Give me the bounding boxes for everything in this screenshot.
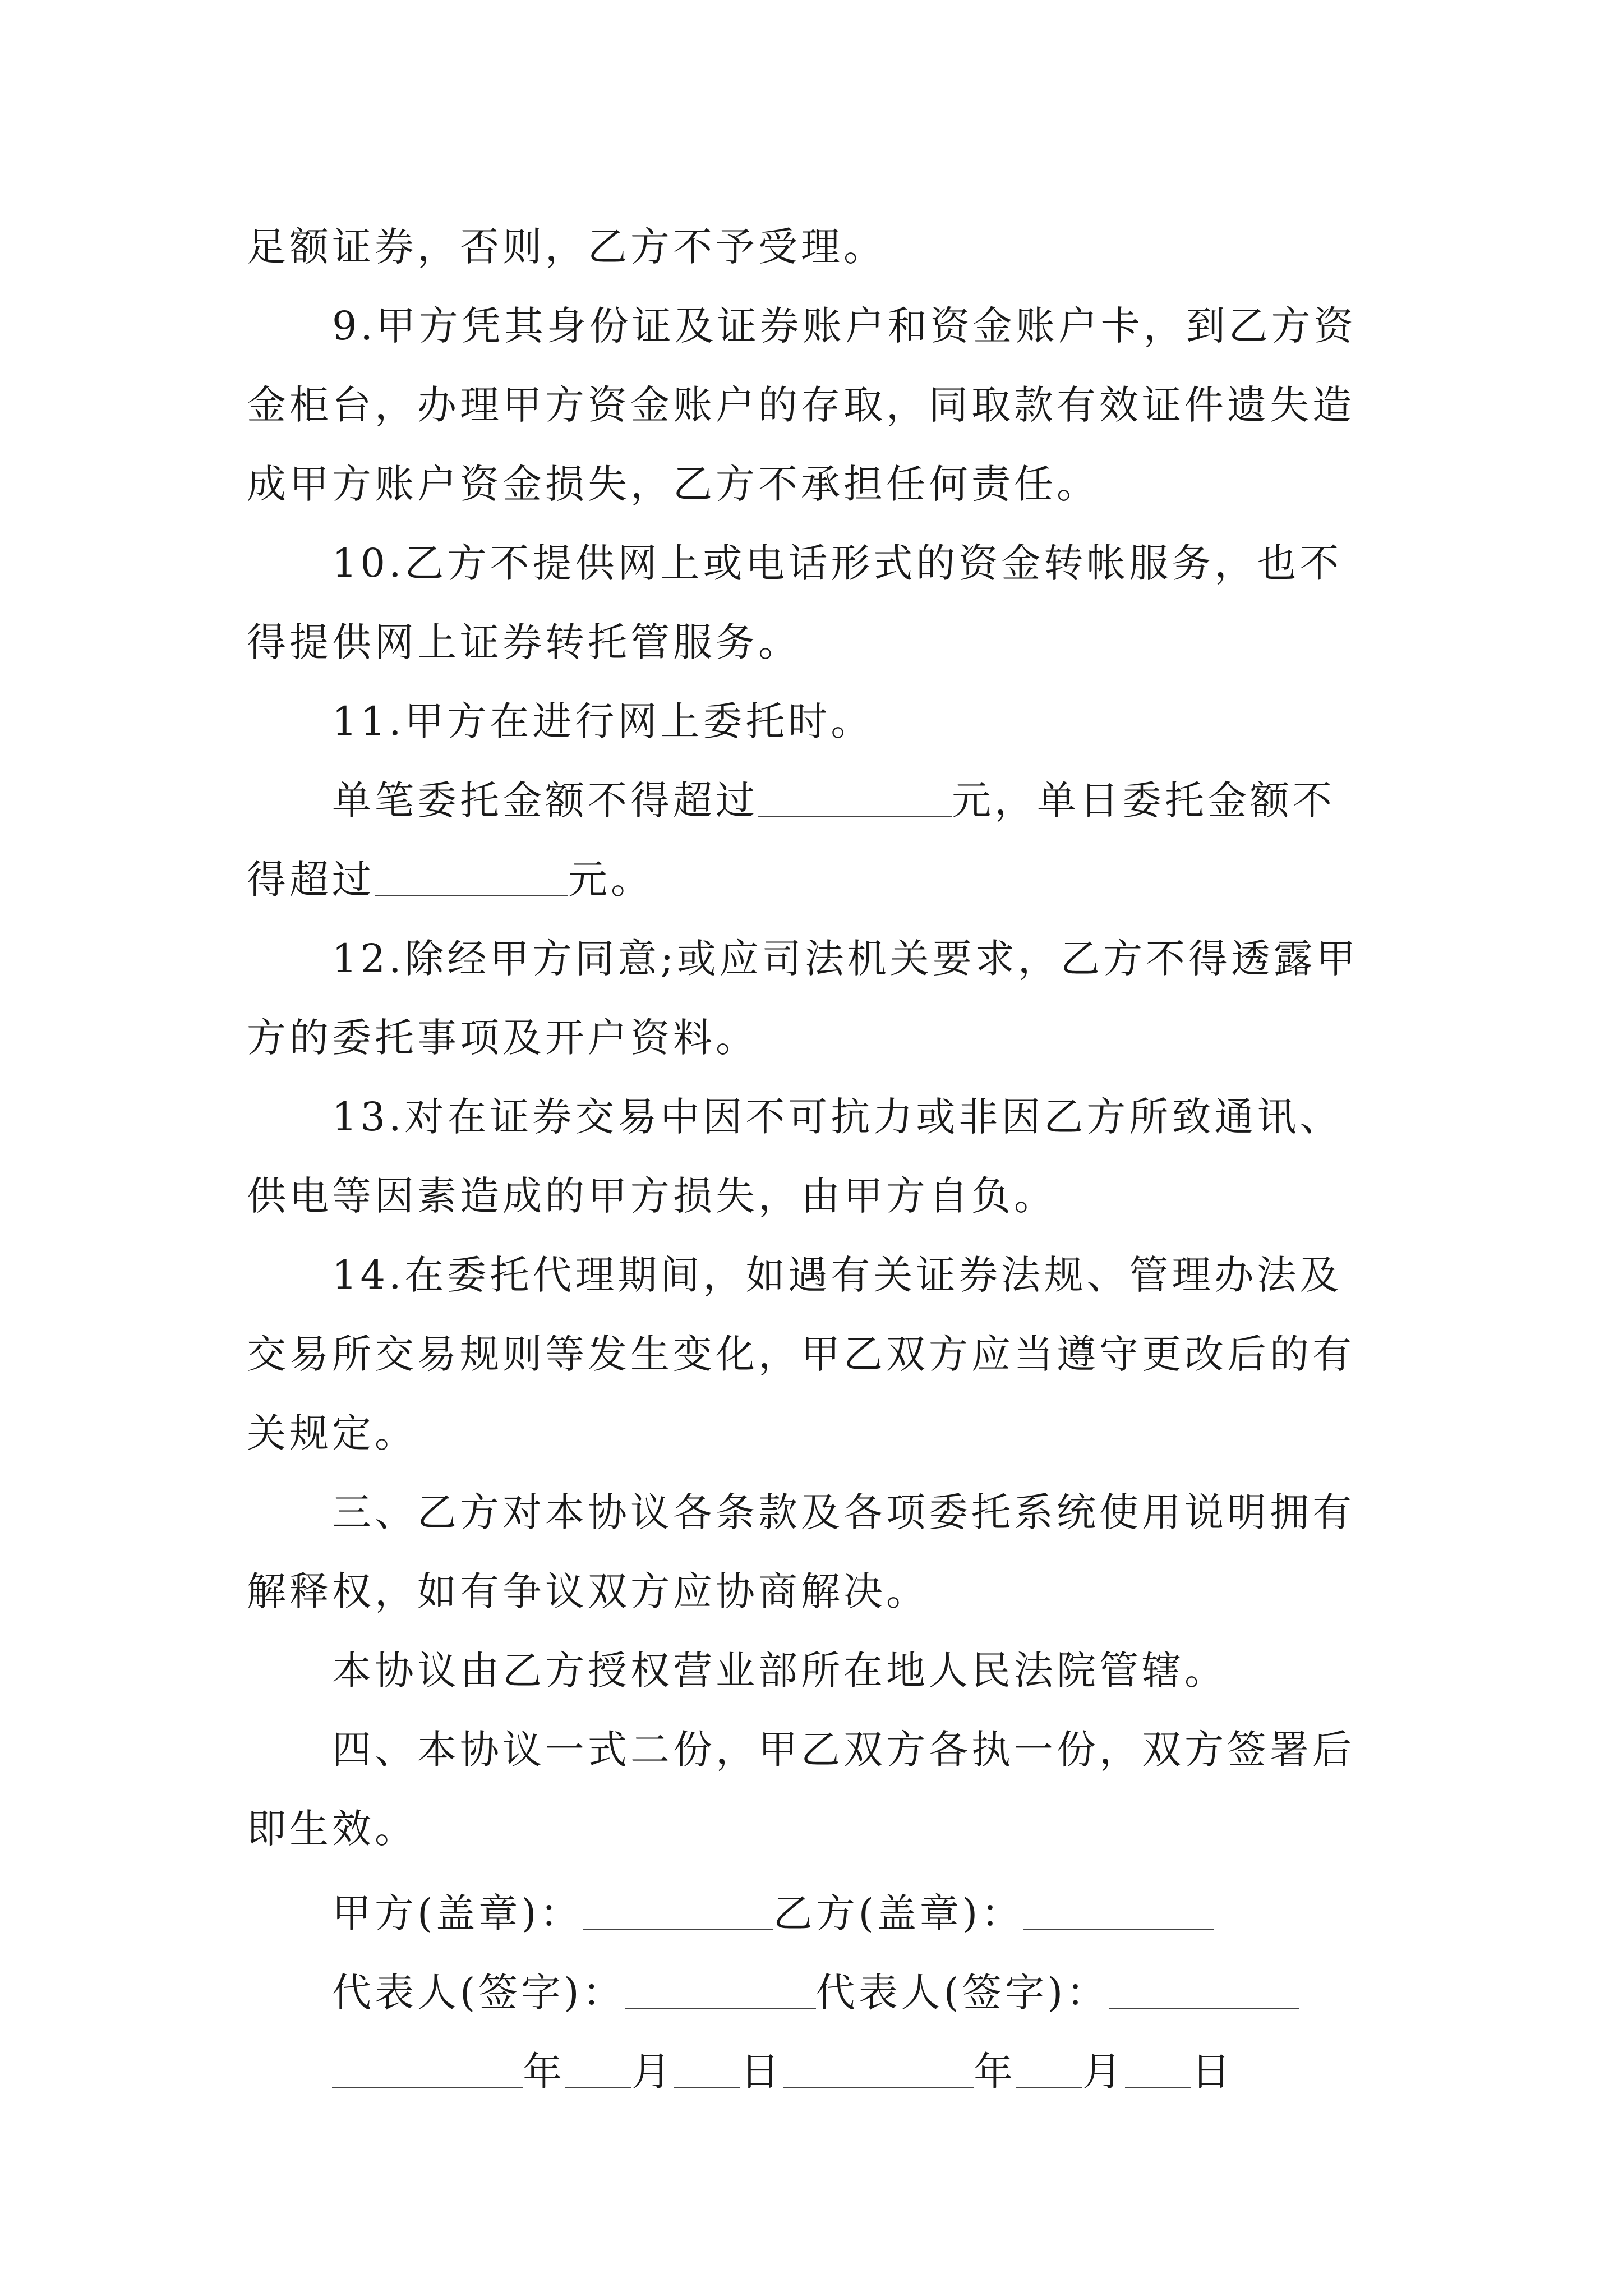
daily-limit-label-2: 得超过 (247, 857, 375, 903)
date-b-day-blank (1125, 2047, 1191, 2088)
document-page (247, 208, 1385, 2111)
date-b-year-blank (783, 2047, 974, 2088)
date-b-year-label: 年 (974, 2049, 1016, 2095)
clause-11-line-1: 11.甲方在进行网上委托时。 (332, 698, 874, 744)
date-b-month-blank (1016, 2047, 1082, 2088)
representative-row (247, 1953, 1385, 2032)
clause-10-line-1: 10.乙方不提供网上或电话形式的资金转帐服务，也不 (332, 540, 1343, 586)
rep-a-blank (625, 1968, 816, 2009)
jurisdiction-line: 本协议由乙方授权营业部所在地人民法院管辖。 (332, 1648, 1227, 1694)
date-a-year-blank (332, 2047, 523, 2088)
date-b-day-label: 日 (1191, 2049, 1234, 2095)
date-a-month-blank (565, 2047, 631, 2088)
rep-a-label: 代表人(签字)： (332, 1970, 625, 2016)
single-limit-blank (758, 776, 952, 817)
daily-limit-blank (375, 855, 568, 896)
single-limit-label: 单笔委托金额不得超过 (332, 777, 758, 823)
date-a-month-label: 月 (631, 2049, 674, 2095)
clause-13-line-1: 13.对在证券交易中因不可抗力或非因乙方所致通讯、 (332, 1094, 1343, 1140)
date-a-day-blank (674, 2047, 740, 2088)
para-line: 足额证券，否则，乙方不予受理。 (247, 224, 886, 270)
party-b-seal-label: 乙方(盖章)： (773, 1890, 1024, 1936)
party-b-seal-blank (1023, 1889, 1214, 1930)
clause-14-line-2: 交易所交易规则等发生变化，甲乙双方应当遵守更改后的有 (247, 1331, 1355, 1377)
seal-row (247, 1874, 1385, 1953)
party-a-seal-label: 甲方(盖章)： (332, 1890, 583, 1936)
clause-9-line-2: 金柜台，办理甲方资金账户的存取，同取款有效证件遗失造 (247, 382, 1355, 428)
section-3-line-1: 三、乙方对本协议各条款及各项委托系统使用说明拥有 (332, 1489, 1355, 1535)
clause-14-line-1: 14.在委托代理期间，如遇有关证券法规、管理办法及 (332, 1252, 1343, 1298)
clause-13-line-2: 供电等因素造成的甲方损失，由甲方自负。 (247, 1173, 1057, 1219)
section-3-line-2: 解释权，如有争议双方应协商解决。 (247, 1568, 929, 1614)
clause-9-line-1: 9.甲方凭其身份证及证券账户和资金账户卡，到乙方资 (332, 303, 1357, 349)
date-a-day-label: 日 (740, 2049, 783, 2095)
clause-9-line-3: 成甲方账户资金损失，乙方不承担任何责任。 (247, 461, 1099, 507)
clause-12-line-2: 方的委托事项及开户资料。 (247, 1015, 758, 1061)
limit-line-2 (247, 840, 1385, 919)
date-b-month-label: 月 (1082, 2049, 1125, 2095)
clause-12-line-1: 12.除经甲方同意;或应司法机关要求，乙方不得透露甲 (332, 936, 1359, 982)
daily-limit-label: 元，单日委托金额不 (952, 777, 1335, 823)
section-4-line-1: 四、本协议一式二份，甲乙双方各执一份，双方签署后 (332, 1727, 1355, 1773)
clause-10-line-2: 得提供网上证券转托管服务。 (247, 619, 801, 665)
date-row (247, 2032, 1385, 2111)
section-4-line-2: 即生效。 (247, 1806, 417, 1852)
rep-b-blank (1109, 1968, 1299, 2009)
limit-line-1 (247, 761, 1385, 840)
date-a-year-label: 年 (523, 2049, 565, 2095)
clause-14-line-3: 关规定。 (247, 1410, 417, 1456)
rep-b-label: 代表人(签字)： (815, 1970, 1109, 2016)
daily-limit-unit: 元。 (568, 857, 653, 903)
party-a-seal-blank (583, 1889, 773, 1930)
